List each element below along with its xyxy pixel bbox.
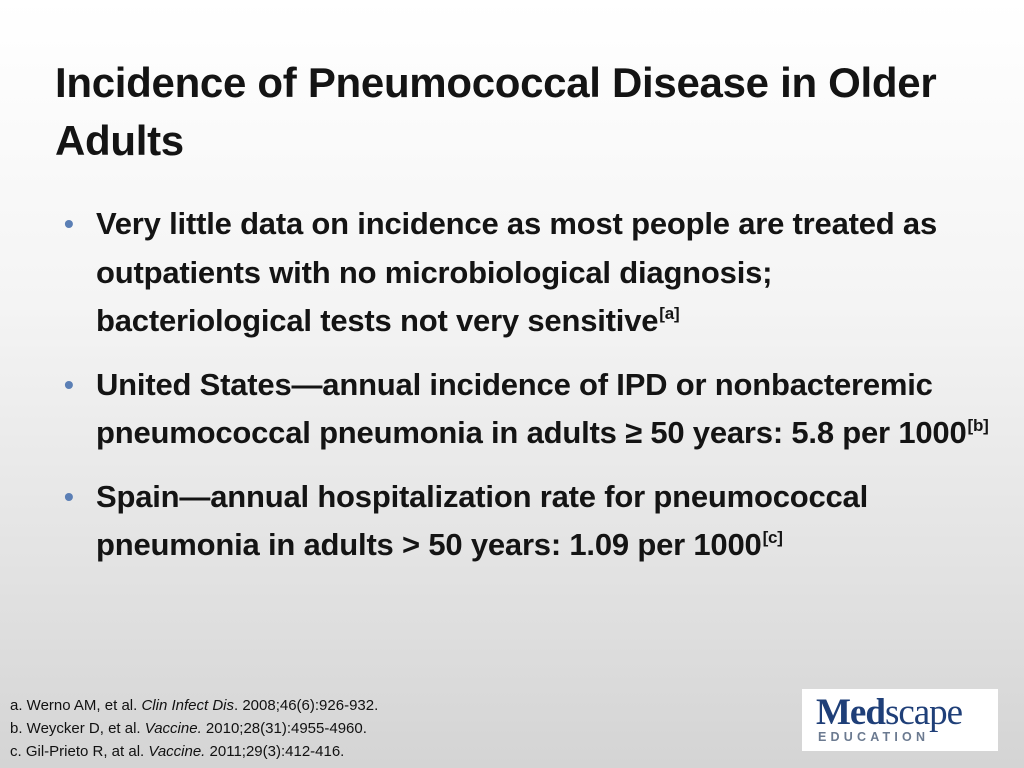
slide-title: Incidence of Pneumococcal Disease in Older Adults [55,59,937,164]
bullet-item [62,473,992,570]
reference-journal: Vaccine. [144,720,202,737]
bullet-text: Spain—annual hospitalization rate for pneumococcal pneumonia in adults > 50 years: 1.09 per 1000 [96,478,869,562]
bullet-dot-icon: • [64,208,74,239]
bullet-reference: [c] [762,528,783,547]
bullet-reference: [a] [659,304,680,323]
reference-item [10,717,378,740]
reference-journal: Vaccine. [148,743,206,760]
bullet-list [62,200,992,585]
reference-authors: b. Weycker D, et al. [10,720,145,737]
bullet-text: United States—annual incidence of IPD or nonbacteremic pneumococcal pneumonia in adults ≥ 50 years: 5.8 per 1000 [96,366,967,450]
bullet-dot-icon: • [64,368,74,400]
reference-item [10,694,378,717]
bullet-item [62,361,992,458]
reference-citation: . 2008;46(6):926-932. [233,697,379,714]
bullet-text: Very little data on incidence as most people are treated as outpatients with no microbiological diagnosis; bacteriological tests not very sensitive [96,206,938,338]
medscape-education-logo [802,689,998,751]
logo-scape: scape [884,692,963,733]
reference-authors: a. Werno AM, et al. [10,697,142,714]
logo-med: Med [816,692,885,733]
reference-citation: 2010;28(31):4955-4960. [201,720,367,737]
reference-list [10,694,378,763]
reference-citation: 2011;29(3):412-416. [205,743,345,760]
logo-wordmark [816,693,962,733]
reference-authors: c. Gil-Prieto R, at al. [10,743,149,760]
bullet-reference: [b] [967,416,989,435]
reference-journal: Clin Infect Dis [141,697,234,714]
logo-subtitle: EDUCATION [818,730,930,744]
bullet-item [62,200,992,346]
bullet-dot-icon: • [64,480,74,512]
reference-item [10,740,378,763]
